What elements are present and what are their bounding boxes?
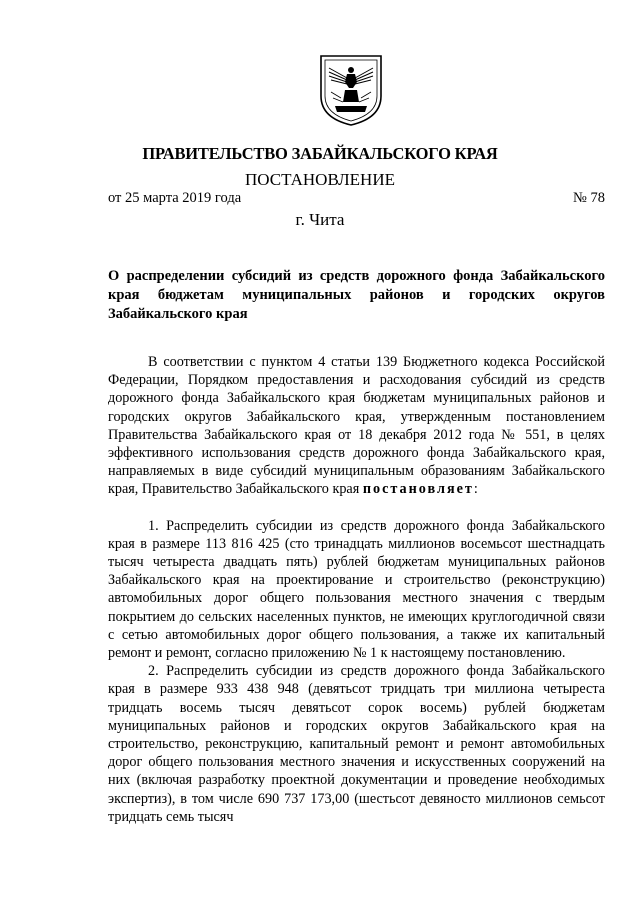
preamble-text: В соответствии с пунктом 4 статьи 139 Бюджетного кодекса Российской Федерации, Порядком предоставления и расходования субсидий из средств дорожного фонда Забайкальского края бюджетам муниципальных районов и городских округов Забайкальского края, утвержденным постановлением Правительства Забайкальского края от 18 декабря 2012 года № 551, в целях эффективного использования средств дорожного фонда Забайкальского края, направляемых в виде субсидий муниципальным образованиям Забайкальского края, Правительство Забайкальского края — [108, 354, 605, 498]
document-body — [108, 353, 605, 826]
city: г. Чита — [295, 210, 345, 229]
document-type: ПОСТАНОВЛЕНИЕ — [244, 170, 395, 189]
decree-word: постановляет — [362, 481, 474, 498]
government-title: ПРАВИТЕЛЬСТВО ЗАБАЙКАЛЬСКОГО КРАЯ — [142, 144, 498, 163]
item-2-paragraph: 2. Распределить субсидии из средств дорожного фонда Забайкальского края в размере 933 438 948 (девятьсот тридцать три миллиона четыреста тридцать восемь тысяч девятьсот сорок восемь) рублей бюджетам муниципальных районов и городских округов Забайкальского края на строительство, реконструкцию, капитальный ремонт и ремонт автомобильных дорог общего пользования местного значения и искусственных сооружений на них (включая разработку проектной документации и проведение необходимых экспертиз), в том числе 690 737 173,00 (шестьсот девяносто миллионов семьсот тридцать семь тысяч — [108, 663, 605, 825]
document-number: № 78 — [573, 190, 605, 206]
decree-colon: : — [473, 481, 478, 498]
date-number-line — [108, 190, 605, 207]
document-date: от 25 марта 2019 года — [108, 190, 242, 206]
item-1-paragraph: 1. Распределить субсидии из средств дорожного фонда Забайкальского края в размере 113 816 425 (сто тринадцать миллионов восемьсот шестнадцать тысяч четыреста двадцать пять) рублей бюджетам муниципальных районов Забайкальского края на проектирование и строительство (реконструкцию) автомобильных дорог общего пользования местного значения с твердым покрытием до сельских населенных пунктов, не имеющих круглогодичной связи с сетью автомобильных дорог общего пользования, а также их капитальный ремонт и ремонт, согласно приложению № 1 к настоящему постановлению. — [108, 517, 605, 662]
preamble-paragraph — [108, 353, 605, 499]
document-subject: О распределении субсидий из средств дорожного фонда Забайкальского края бюджетам муниципальных районов и городских округов Забайкальского края — [108, 268, 605, 322]
coat-of-arms-icon — [317, 52, 385, 127]
